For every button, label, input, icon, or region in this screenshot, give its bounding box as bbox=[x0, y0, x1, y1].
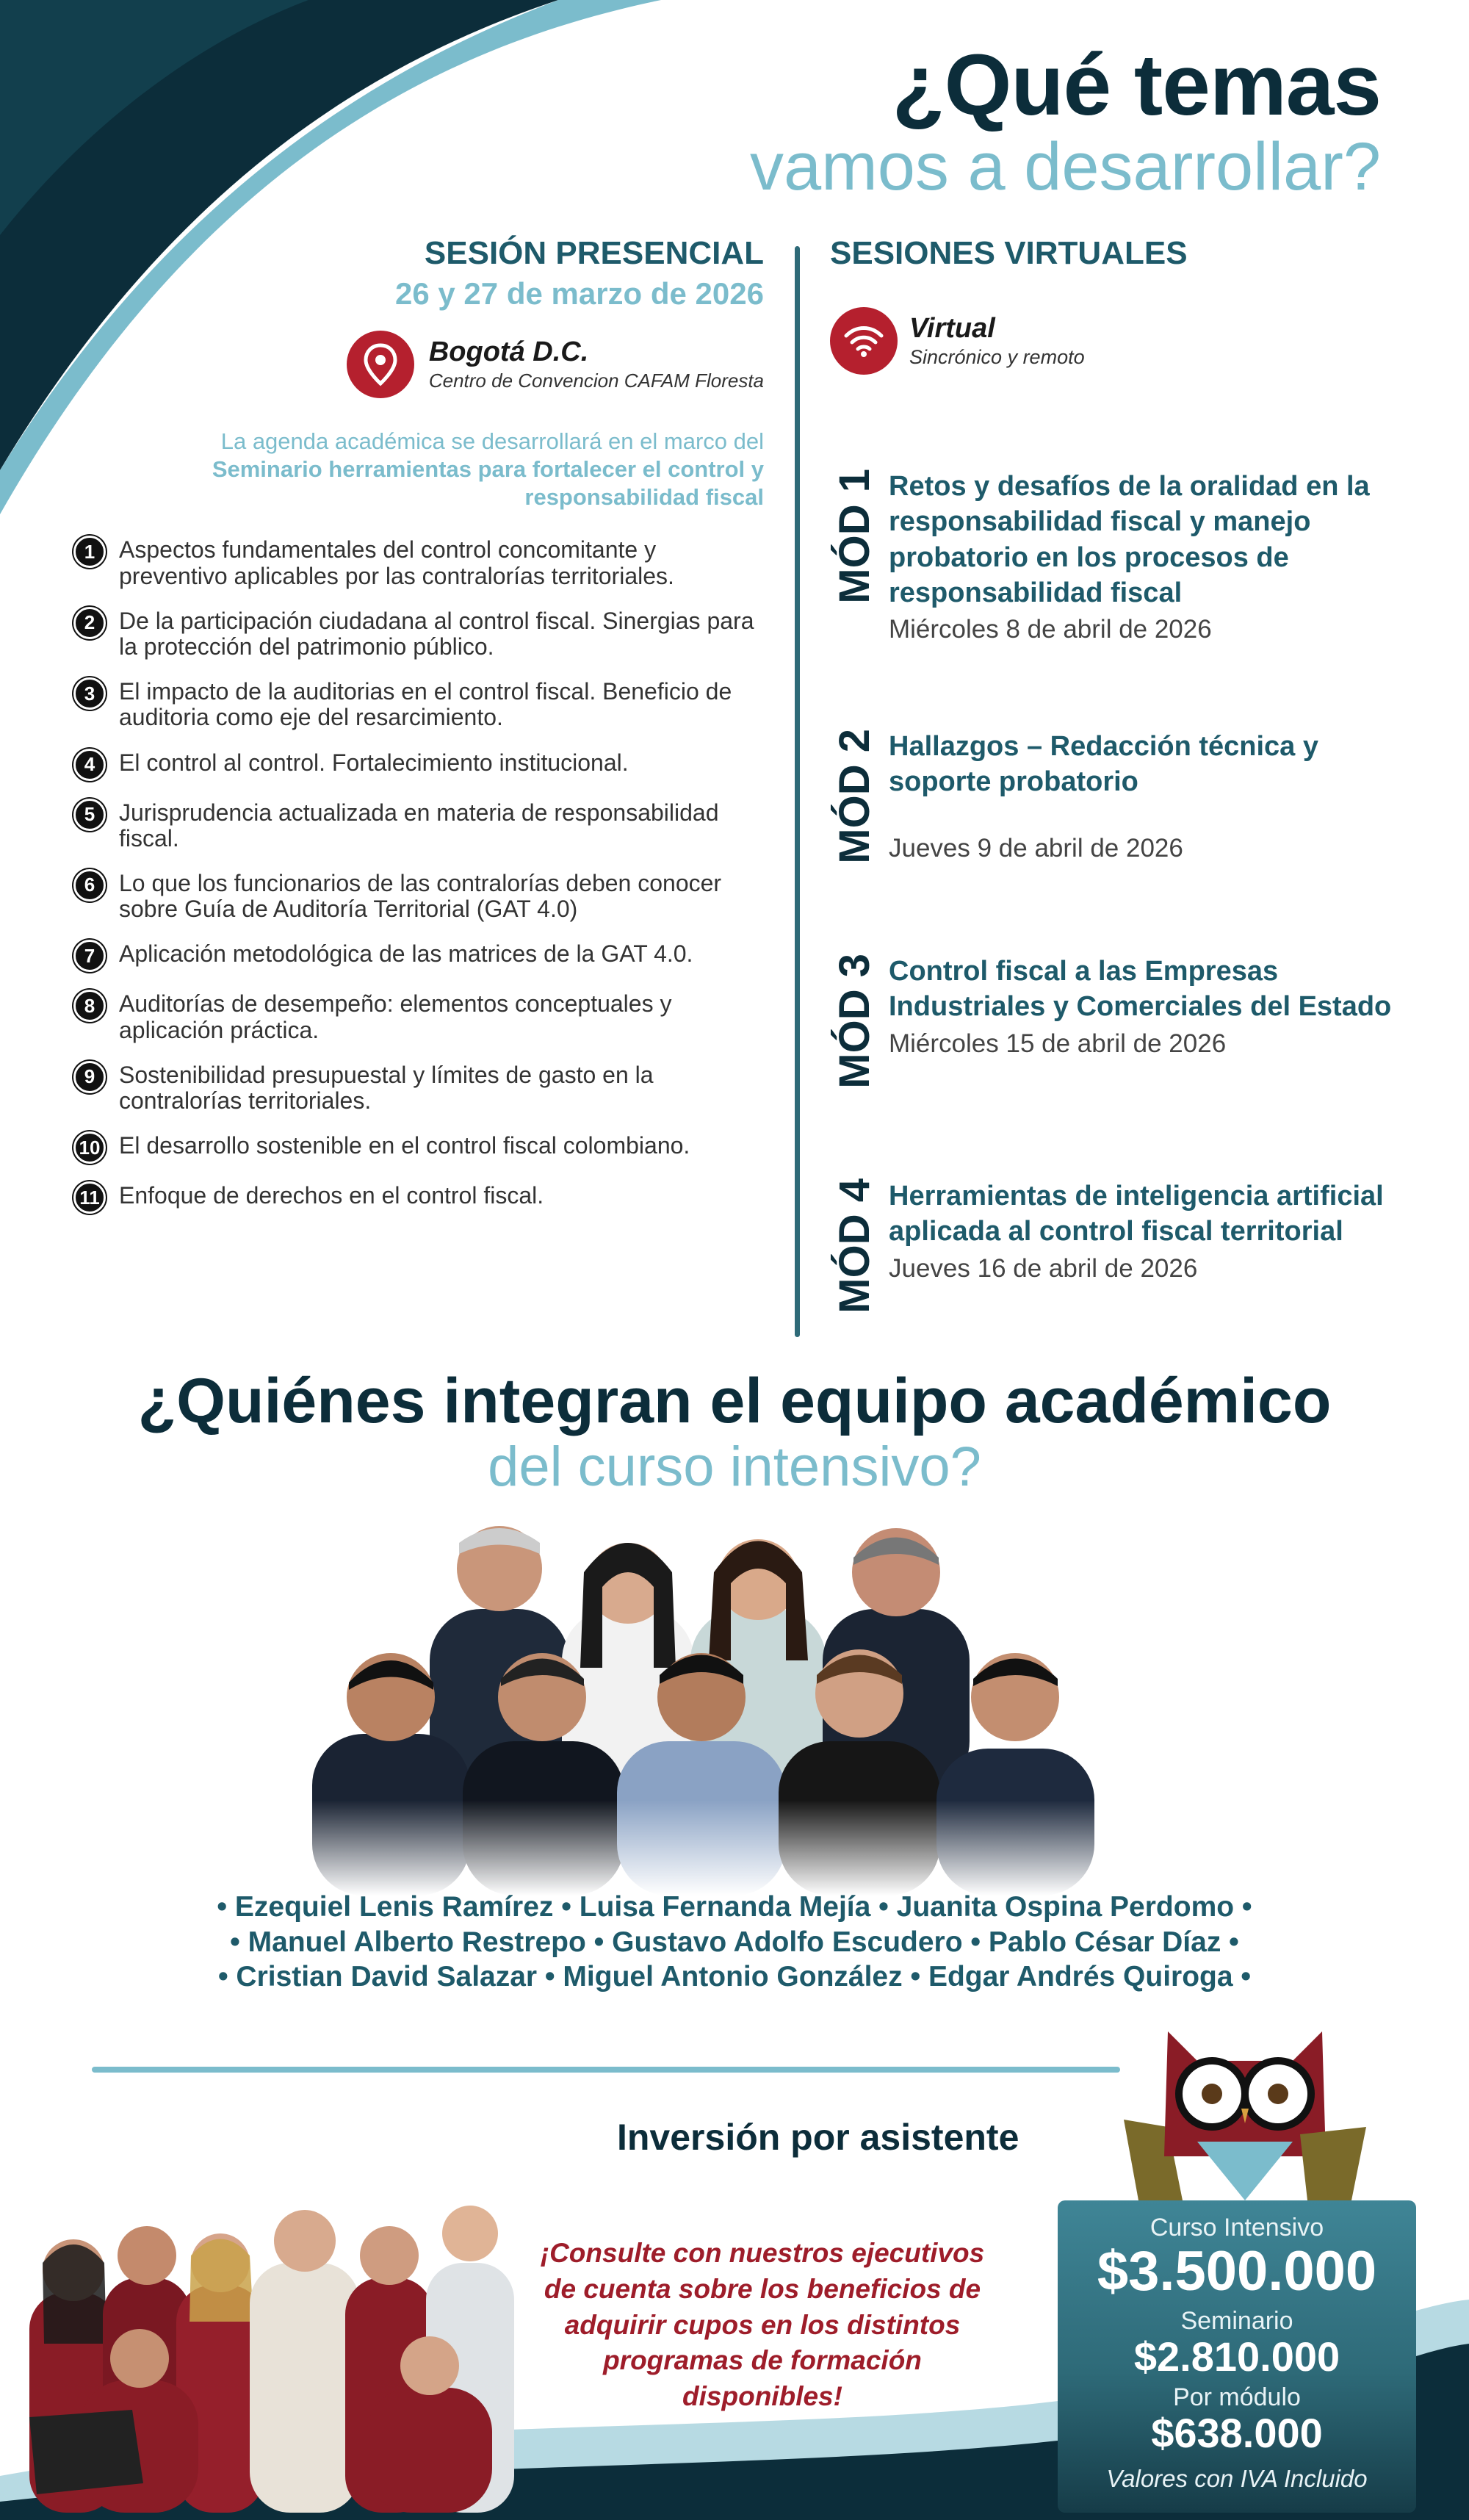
module-price-label: Por módulo bbox=[1173, 2383, 1301, 2411]
team-names bbox=[0, 1890, 1469, 1995]
topic-number-badge: 9 bbox=[73, 1061, 106, 1093]
module-body bbox=[889, 954, 1396, 1101]
laptop-image bbox=[29, 2410, 143, 2494]
module-item bbox=[830, 954, 1403, 1101]
seminar-label: Seminario bbox=[1180, 2306, 1293, 2335]
module-label bbox=[830, 1178, 889, 1325]
module-label-text: MÓD 3 bbox=[831, 954, 878, 1089]
topic-text: Sostenibilidad presupuestal y límites de gasto en la contralorías territoriales. bbox=[119, 1061, 654, 1114]
topic-text: Lo que los funcionarios de las contralorías deben conocer sobre Guía de Auditoría Territorial (GAT 4.0) bbox=[119, 869, 722, 923]
topic-item bbox=[73, 1183, 764, 1214]
module-title: Control fiscal a las Empresas Industriales y Comerciales del Estado bbox=[889, 956, 1392, 1023]
module-label-text: MÓD 1 bbox=[831, 469, 878, 604]
course-label: Curso Intensivo bbox=[1149, 2214, 1324, 2242]
module-title: Hallazgos – Redacción técnica y soporte probatorio bbox=[889, 731, 1319, 798]
module-label-text: MÓD 4 bbox=[831, 1178, 878, 1314]
topic-item bbox=[73, 537, 764, 588]
agenda-note-line: La agenda académica se desarrollará en el marco del bbox=[220, 428, 764, 454]
tax-note: Valores con IVA Incluido bbox=[1106, 2465, 1368, 2493]
topic-item bbox=[73, 750, 764, 781]
owl-mascot bbox=[1124, 2024, 1366, 2200]
location-name: Bogotá D.C. bbox=[428, 336, 589, 367]
module-body bbox=[889, 469, 1396, 644]
location-text bbox=[429, 336, 764, 392]
price-box bbox=[1058, 2200, 1416, 2513]
staff-member-photo bbox=[250, 2210, 360, 2513]
topic-item bbox=[73, 800, 764, 852]
topic-number-badge: 11 bbox=[73, 1181, 106, 1214]
team-names-line: • Manuel Alberto Restrepo • Gustavo Adolfo Escudero • Pablo César Díaz • bbox=[230, 1926, 1239, 1958]
module-body bbox=[889, 1178, 1396, 1325]
location-row bbox=[73, 331, 764, 398]
topic-item bbox=[73, 679, 764, 730]
module-body bbox=[889, 729, 1396, 876]
topic-number-badge: 8 bbox=[73, 990, 106, 1022]
virtual-column bbox=[830, 235, 1403, 1314]
agenda-note bbox=[73, 428, 764, 511]
topic-item bbox=[73, 991, 764, 1043]
module-date: Jueves 16 de abril de 2026 bbox=[889, 1253, 1198, 1283]
topic-text: El impacto de la auditorias en el control fiscal. Beneficio de auditoria como eje del resarcimiento. bbox=[119, 678, 732, 731]
topic-text: Auditorías de desempeño: elementos conceptuales y aplicación práctica. bbox=[119, 990, 672, 1043]
title-sub: vamos a desarrollar? bbox=[749, 129, 1381, 204]
wifi-icon bbox=[830, 307, 898, 375]
module-item bbox=[830, 729, 1403, 876]
consult-message: ¡Consulte con nuestros ejecutivos de cuenta sobre los beneficios de adquirir cupos en los distintos programas de formación disponibles! bbox=[540, 2238, 985, 2412]
investment-title: Inversión por asistente bbox=[617, 2117, 1019, 2158]
virtual-mode-name: Virtual bbox=[909, 313, 995, 344]
virtual-mode-detail: Sincrónico y remoto bbox=[909, 346, 1085, 368]
topic-number-badge: 10 bbox=[73, 1131, 106, 1164]
virtual-title: SESIONES VIRTUALES bbox=[830, 235, 1188, 271]
topic-text: Jurisprudencia actualizada en materia de responsabilidad fiscal. bbox=[119, 799, 719, 852]
topic-text: De la participación ciudadana al control fiscal. Sinergias para la protección del patrimonio público. bbox=[119, 607, 754, 660]
course-price: $3.500.000 bbox=[1097, 2240, 1377, 2303]
team-title-main: ¿Quiénes integran el equipo académico bbox=[137, 1366, 1332, 1436]
presencial-header bbox=[73, 235, 764, 312]
topic-item bbox=[73, 1062, 764, 1114]
topic-item bbox=[73, 871, 764, 922]
module-date: Jueves 9 de abril de 2026 bbox=[889, 833, 1183, 863]
module-price: $638.000 bbox=[1151, 2409, 1323, 2456]
topic-text: Aspectos fundamentales del control concomitante y preventivo aplicables por las contralorías territoriales. bbox=[119, 536, 674, 589]
module-title: Retos y desafíos de la oralidad en la responsabilidad fiscal y manejo probatorio en los procesos de responsabilidad fiscal bbox=[889, 471, 1370, 608]
presencial-title: SESIÓN PRESENCIAL bbox=[424, 235, 764, 271]
team-title-sub: del curso intensivo? bbox=[488, 1435, 981, 1498]
topic-item bbox=[73, 608, 764, 660]
location-detail: Centro de Convencion CAFAM Floresta bbox=[428, 370, 764, 392]
topic-text: El desarrollo sostenible en el control fiscal colombiano. bbox=[119, 1132, 690, 1159]
virtual-mode-row bbox=[830, 307, 1403, 375]
section-divider-line bbox=[92, 2067, 1120, 2073]
topic-item bbox=[73, 1133, 764, 1164]
team-photo-group bbox=[308, 1513, 1168, 1896]
team-names-line: • Cristian David Salazar • Miguel Antonio González • Edgar Andrés Quiroga • bbox=[217, 1961, 1252, 1993]
module-item bbox=[830, 469, 1403, 644]
main-title bbox=[749, 37, 1381, 204]
topic-text: Enfoque de derechos en el control fiscal. bbox=[119, 1182, 544, 1209]
topic-item bbox=[73, 941, 764, 972]
topic-list bbox=[73, 537, 764, 1214]
topic-number-badge: 1 bbox=[73, 536, 106, 568]
topic-number-badge: 4 bbox=[73, 749, 106, 781]
team-heading bbox=[0, 1367, 1469, 1497]
seminar-price: $2.810.000 bbox=[1133, 2333, 1340, 2380]
topic-number-badge: 3 bbox=[73, 677, 106, 710]
staff-photo-group bbox=[15, 2197, 529, 2520]
module-date: Miércoles 15 de abril de 2026 bbox=[889, 1029, 1227, 1058]
column-divider bbox=[795, 246, 800, 1337]
seminar-name-line1: Seminario herramientas para fortalecer el control y bbox=[212, 456, 764, 482]
module-label-text: MÓD 2 bbox=[831, 729, 878, 864]
team-names-line: • Ezequiel Lenis Ramírez • Luisa Fernanda Mejía • Juanita Ospina Perdomo • bbox=[217, 1891, 1252, 1923]
presencial-date: 26 y 27 de marzo de 2026 bbox=[395, 276, 764, 311]
topic-number-badge: 2 bbox=[73, 607, 106, 639]
module-label bbox=[830, 729, 889, 876]
seminar-name-line2: responsabilidad fiscal bbox=[524, 483, 764, 510]
module-item bbox=[830, 1178, 1403, 1325]
presencial-column bbox=[73, 235, 764, 1233]
module-date: Miércoles 8 de abril de 2026 bbox=[889, 615, 1212, 644]
topic-number-badge: 7 bbox=[73, 940, 106, 972]
title-main: ¿Qué temas bbox=[892, 37, 1381, 134]
module-label bbox=[830, 469, 889, 616]
map-pin-icon bbox=[347, 331, 414, 398]
topic-number-badge: 5 bbox=[73, 799, 106, 831]
topic-text: Aplicación metodológica de las matrices de la GAT 4.0. bbox=[119, 940, 693, 968]
topic-number-badge: 6 bbox=[73, 869, 106, 901]
module-label bbox=[830, 954, 889, 1101]
topic-text: El control al control. Fortalecimiento institucional. bbox=[119, 749, 629, 776]
virtual-mode-text bbox=[909, 313, 1085, 369]
module-title: Herramientas de inteligencia artificial aplicada al control fiscal territorial bbox=[889, 1181, 1384, 1248]
